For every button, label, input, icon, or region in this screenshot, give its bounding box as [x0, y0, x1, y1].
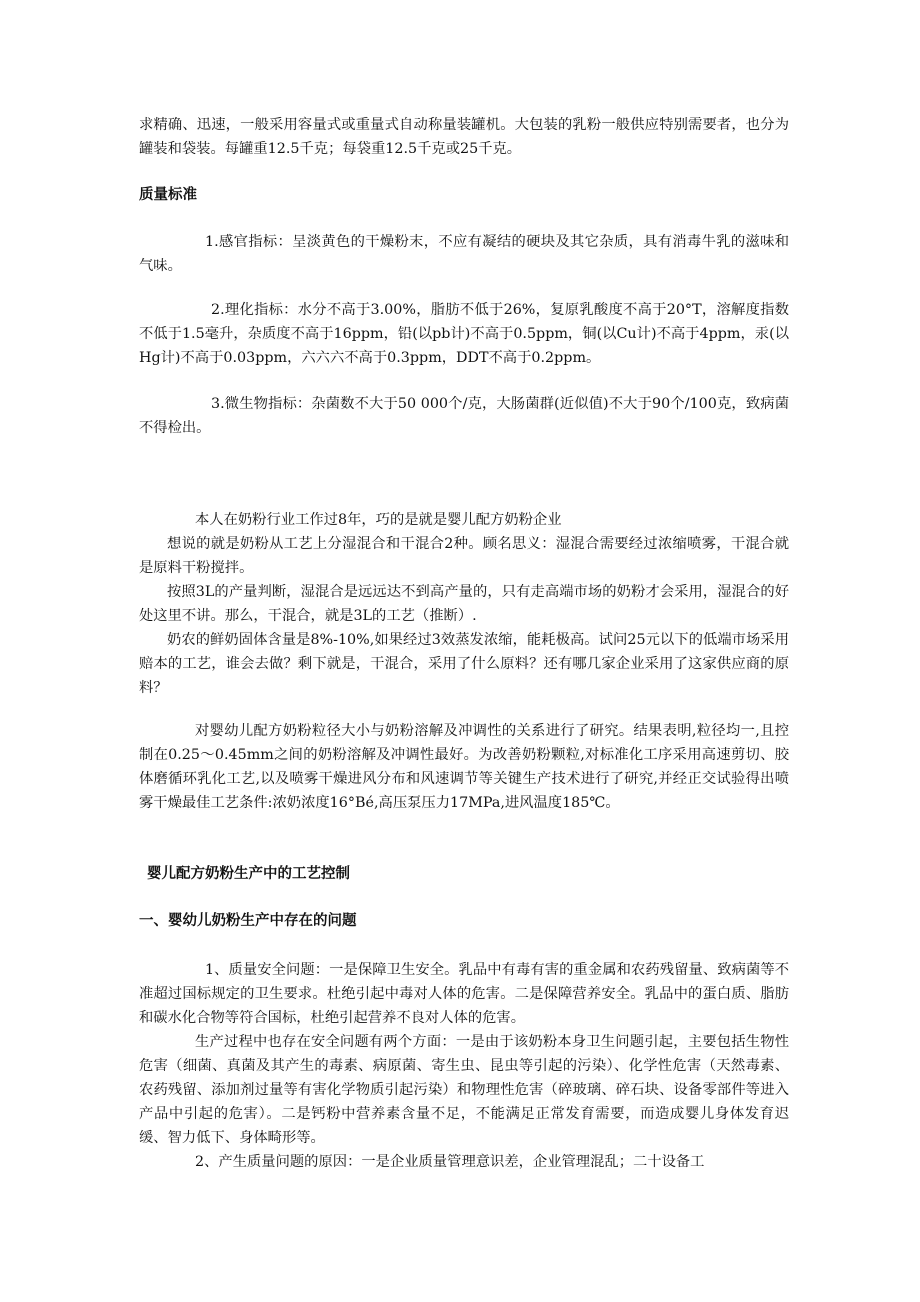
- issue-1-paragraph: 1、质量安全问题：一是保障卫生安全。乳品中有毒有害的重金属和农药残留量、致病菌等不准超过国标规定的卫生要求。杜绝引起中毒对人体的危害。二是保障营养安全。乳品中的蛋白质、脂肪和碳水化合物等符合国标，杜绝引起营养不良对人体的危害。: [139, 962, 789, 1026]
- research-paragraph: 对婴幼儿配方奶粉粒径大小与奶粉溶解及冲调性的关系进行了研究。结果表明,粒径均一,且控制在0.25～0.45mm之间的奶粉溶解及冲调性最好。为改善奶粉颗粒,对标准化工序采用高速剪切、胶体磨循环乳化工艺,以及喷雾干燥进风分布和风速调节等关键生产技术进行了研究,并经正交试验得出喷雾干燥最佳工艺条件:浓奶浓度16°Bé,高压泵压力17MPa,进风温度185℃。: [139, 723, 789, 811]
- intro-paragraph: 求精确、迅速，一般采用容量式或重量式自动称量装罐机。大包装的乳粉一般供应特别需要者，也分为罐装和袋装。每罐重12.5千克；每袋重12.5千克或25千克。: [139, 117, 789, 157]
- quality-standard-heading: 质量标准: [139, 187, 197, 203]
- issue-2-paragraph: 2、产生质量问题的原因：一是企业质量管理意识差，企业管理混乱；二十设备工: [195, 1154, 705, 1170]
- yield-judgement-paragraph: 按照3L的产量判断，湿混合是远远达不到高产量的，只有走高端市场的奶粉才会采用，湿混合的好处这里不讲。那么，干混合，就是3L的工艺（推断）.: [139, 584, 789, 624]
- raw-milk-paragraph: 奶农的鲜奶固体含量是8%-10%,如果经过3效蒸发浓缩，能耗极高。试问25元以下的低端市场采用赔本的工艺，谁会去做？剩下就是，干混合，采用了什么原料？还有哪几家企业采用了这家供应商的原料？: [139, 632, 789, 696]
- mixing-methods-paragraph: 想说的就是奶粉从工艺上分湿混合和干混合2种。顾名思义：湿混合需要经过浓缩喷雾，干混合就是原料干粉搅拌。: [139, 536, 789, 576]
- problems-heading: 一、婴幼儿奶粉生产中存在的问题: [139, 913, 357, 929]
- microbe-index-paragraph: 3.微生物指标：杂菌数不大于50 000个/克，大肠菌群(近似值)不大于90个/100克，致病菌不得检出。: [139, 396, 789, 436]
- issue-1b-paragraph: 生产过程中也存在安全问题有两个方面：一是由于该奶粉本身卫生问题引起，主要包括生物性危害（细菌、真菌及其产生的毒素、病原菌、寄生虫、昆虫等引起的污染）、化学性危害（天然毒素、农药残留、添加剂过量等有害化学物质引起污染）和物理性危害（碎玻璃、碎石块、设备零部件等进入产品中引起的危害）。二是钙粉中营养素含量不足，不能满足正常发育需要，而造成婴儿身体发育迟缓、智力低下、身体畸形等。: [139, 1034, 789, 1146]
- process-control-heading: 婴儿配方奶粉生产中的工艺控制: [147, 866, 350, 882]
- experience-line: 本人在奶粉行业工作过8年，巧的是就是婴儿配方奶粉企业: [195, 512, 562, 528]
- sensory-index-paragraph: 1.感官指标：呈淡黄色的干燥粉末，不应有凝结的硬块及其它杂质，具有消毒牛乳的滋味和气味。: [139, 234, 789, 274]
- physchem-index-paragraph: 2.理化指标：水分不高于3.00%，脂肪不低于26%，复原乳酸度不高于20°T，溶解度指数不低于1.5毫升，杂质度不高于16ppm，铅(以pb计)不高于0.5ppm，铜(以Cu计)不高于4ppm，汞(以Hg计)不高于0.03ppm，六六六不高于0.3ppm，DDT不高于0.2ppm。: [139, 302, 789, 366]
